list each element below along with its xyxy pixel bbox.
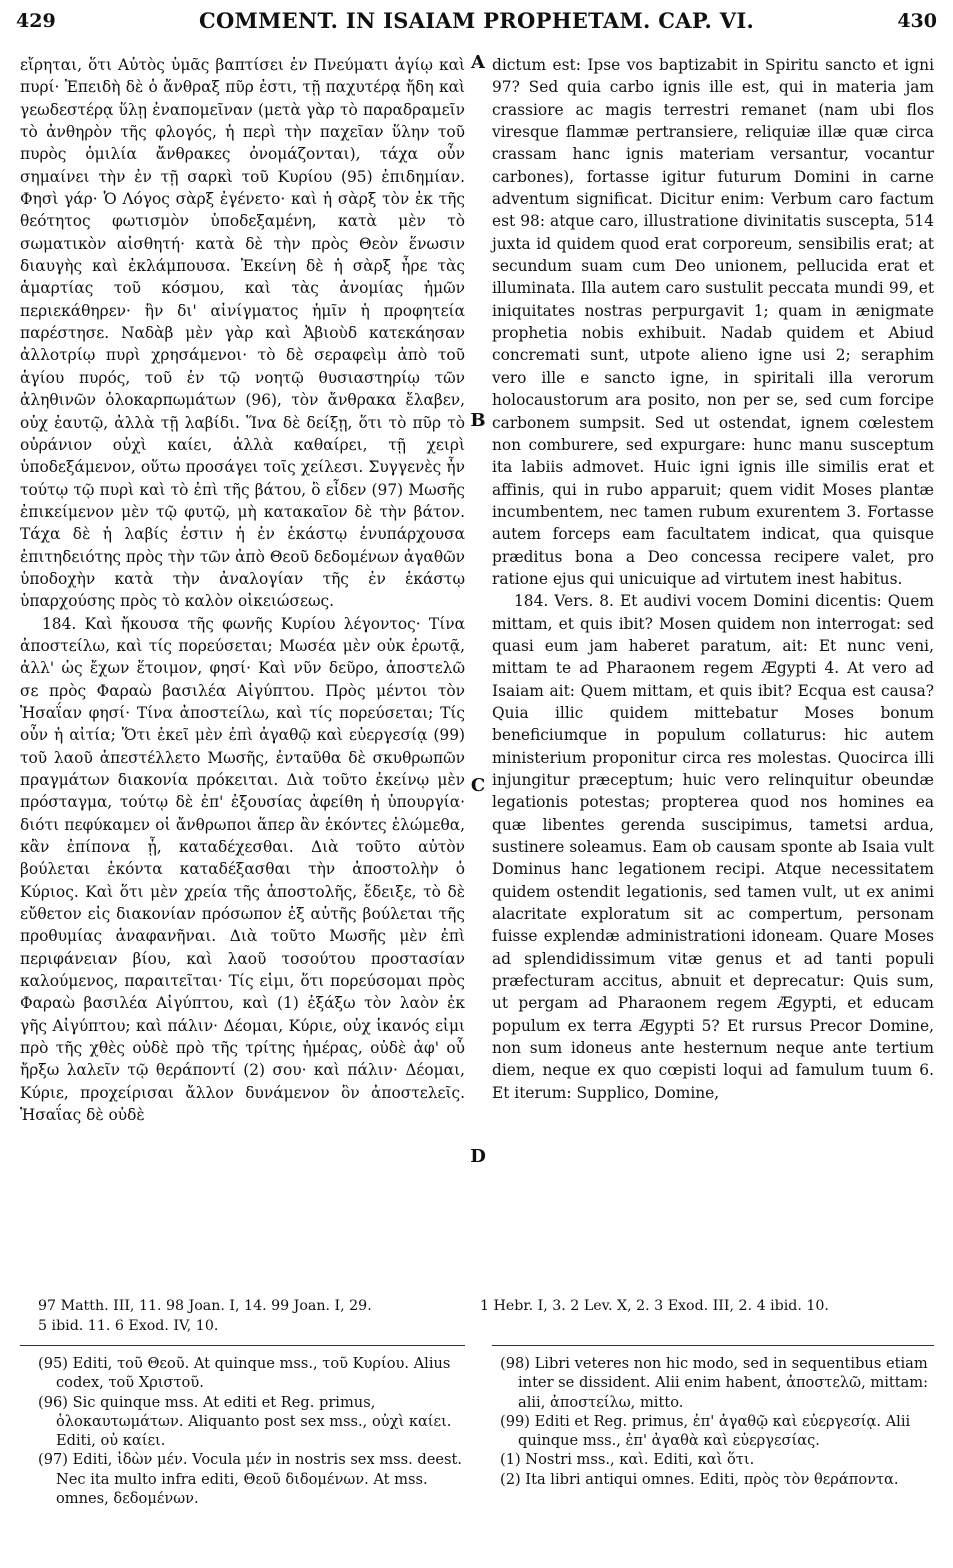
scripture-ref-line: 97 Matth. III, 11. 98 Joan. I, 14. 99 Joan. I, 29. [38, 1298, 372, 1314]
left-page-number: 429 [16, 10, 56, 32]
latin-paragraph-1: dictum est: Ipse vos baptizabit in Spiritu sancto et igni 97? Sed quia carbo ignis ille est, qui in materia jam crassiore ac magis terrestri remanet (nam ubi flos viresque flammæ pertransiere, reliquiæ illæ quæ circa crassam hanc ignis materiam versantur, vocantur carbones), fortasse igitur futurum Domini in carne adventum significat. Dicitur enim: Verbum caro factum est 98: atque caro, illustratione divinitatis suscepta, 514 juxta id quidem quod erat corporeum, sensibilis erat; at secundum suam cum Deo unionem, pellucida erat et illuminata. Illa autem caro sustulit peccata mundi 99, et iniquitates nostras perpurgavit 1; quam in ænigmate prophetia nobis exhibuit. Nadab quidem et Abiud concremati sunt, utpote alieno igne usi 2; seraphim vero ille e sancto igne, in spiritali illa verorum holocaustorum ara posito, non per se, sed cum forcipe carbonem sumpsit. Sed ut ostendat, ignem cœlestem non comburere, sed expurgare: hunc manu susceptum ita labiis admovet. Huic igni ignis ille similis erat et affinis, qui in rubo apparuit; quem vidit Moses plantæ incumbentem, nec tamen rubum exurentem 3. Fortasse autem forceps eam facultatem indicat, qua quisque præditus bona a Deo concessa recipere valet, pro ratione ejus qui unicuique ad virtutem inest habitus. [492, 56, 934, 588]
editor-note: (1) Nostri mss., καὶ. Editi, καὶ ὅτι. [500, 1451, 755, 1469]
greek-column [20, 54, 465, 1127]
greek-paragraph-2: 184. Καὶ ἤκουσα τῆς φωνῆς Κυρίου λέγοντος· Τίνα ἀποστείλω, καὶ τίς πορεύσεται; Μωσέα μὲν οὐκ ἐρωτᾷ, ἀλλ' ὡς ἔχων ἕτοιμον, φησί· Καὶ νῦν δεῦρο, ἀποστελῶ σε πρὸς Φαραὼ βασιλέα Αἰγύπτου. Πρὸς μέντοι τὸν Ἡσαΐαν φησί· Τίνα ἀποστείλω, καὶ τίς πορεύσεται; Τίς οὖν ἡ αἰτία; Ὅτι ἐκεῖ μὲν ἐπὶ ἀγαθῷ καὶ εὐεργεσίᾳ (99) τοῦ λαοῦ ἀπεστέλλετο Μωσῆς, ἐνταῦθα δὲ σκυθρωπῶν πραγμάτων διακονία πρόκειται. Διὰ τοῦτο ἐκείνῳ μὲν πρόσταγμα, τούτῳ δὲ ἐπ' ἐξουσίας ἀφείθη ἡ ὑπουργία· διότι πεφύκαμεν οἱ ἄνθρωποι ἅπερ ἂν ἑκόντες ἑλώμεθα, κἂν ἐπίπονα ᾖ, καταδέχεσθαι. Διὰ τοῦτο αὐτὸν βούλεται ἑκόντα καταδέξασθαι τὴν ἀποστολὴν ὁ Κύριος. Καὶ ὅτι μὲν χρεία τῆς ἀποστολῆς, ἔδειξε, τὸ δὲ εὔθετον εἰς διακονίαν πρόσωπον ἐξ αὐτῆς βούλεται τῆς προθυμίας ἀναφανῆναι. Διὰ τοῦτο Μωσῆς μὲν ἐπὶ περιφάνειαν βίου, καὶ λαοῦ τοσούτου προστασίαν καλούμενος, παραιτεῖται· Τίς εἰμι, ὅτι πορεύσομαι πρὸς Φαραὼ βασιλέα Αἰγύπτου, καὶ (1) ἐξάξω τὸν λαὸν ἐκ γῆς Αἰγύπτου; καὶ πάλιν· Δέομαι, Κύριε, οὐχ ἱκανός εἰμι πρὸ τῆς χθὲς οὐδὲ πρὸ τῆς τρίτης ἡμέρας, οὐδὲ ἀφ' οὗ ἤρξω λαλεῖν τῷ θεράποντί (2) σου· καὶ πάλιν· Δέομαι, Κύριε, προχείρισαι ἄλλον δυνάμενον ὃν ἀποστελεῖς. Ἡσαΐας δὲ οὐδὲ [20, 614, 465, 1125]
margin-letter-a: A [471, 52, 485, 73]
page-header [14, 4, 939, 38]
editor-note: (98) Libri veteres non hic modo, sed in sequentibus etiam inter se dissident. Alii enim habent, ἀποστελῶ, mittam: alii, ἀποστείλω, mitto. [500, 1355, 929, 1411]
scripture-references-right [480, 1297, 940, 1317]
greek-paragraph-1: εἴρηται, ὅτι Αὐτὸς ὑμᾶς βαπτίσει ἐν Πνεύματι ἁγίῳ καὶ πυρί· Ἐπειδὴ δὲ ὁ ἄνθραξ πῦρ ἐστι, τῇ παχυτέρᾳ ἤδη καὶ γεωδεστέρᾳ ὕλῃ ἐναπομεῖναν (μετὰ γὰρ τὸ παραδραμεῖν τὸ ἀνθηρὸν τῆς φλογός, ἡ περὶ τὴν παχεῖαν ὕλην τοῦ πυρὸς ὁμιλία ἄνθρακες ὀνομάζονται), τάχα οὖν σημαίνει τὴν ἐν τῇ σαρκὶ τοῦ Κυρίου (95) ἐπιδημίαν. Φησὶ γάρ· Ὁ Λόγος σὰρξ ἐγένετο· καὶ ἡ σὰρξ τὸν ἐκ τῆς θεότητος φωτισμὸν ὑποδεξαμένη, κατὰ μὲν τὸ σωματικὸν αἰσθητή· κατὰ δὲ τὴν πρὸς Θεὸν ἕνωσιν διαυγὴς καὶ ἐκλάμπουσα. Ἐκείνη δὲ ἡ σὰρξ ἦρε τὰς ἁμαρτίας τοῦ κόσμου, καὶ τὰς ἀνομίας ἡμῶν περιεκάθηρεν· ἣν δι' αἰνίγματος ἡμῖν ἡ προφητεία παρέστησε. Ναδὰβ μὲν γὰρ καὶ Ἀβιοὺδ κατεκάησαν ἀλλοτρίῳ πυρὶ χρησάμενοι· τὸ δὲ σεραφεὶμ ἀπὸ τοῦ ἁγίου πυρός, τοῦ ἐν τῷ νοητῷ θυσιαστηρίῳ τῶν ἀληθινῶν ὁλοκαρπωμάτων (96), τὸν ἄνθρακα ἔλαβεν, οὐχ ἑαυτῷ, ἀλλὰ τῇ λαβίδι. Ἵνα δὲ δείξῃ, ὅτι τὸ πῦρ τὸ οὐράνιον οὐχὶ καίει, ἀλλὰ καθαίρει, τῇ χειρὶ ὑποδεξάμενον, οὕτω προσάγει τοῖς χείλεσι. Συγγενὲς ἦν τούτῳ τῷ πυρὶ καὶ τὸ ἐπὶ τῆς βάτου, ὃ εἶδεν (97) Μωσῆς ἐπικείμενον μὲν τῷ φυτῷ, μὴ κατακαῖον δὲ τὴν βάτον. Τάχα δὲ ἡ λαβίς ἐστιν ἡ ἐν ἑκάστῳ ἐνυπάρχουσα ἐπιτηδειότης πρὸς τὴν τῶν ἀπὸ Θεοῦ δεδομένων ἀγαθῶν ὑποδοχὴν κατὰ τὴν ἀναλογίαν τῆς ἐν ἑκάστῳ ὑπαρχούσης πρὸς τὸ καλὸν οἰκειώσεως. [20, 56, 465, 611]
latin-paragraph-2: 184. Vers. 8. Et audivi vocem Domini dicentis: Quem mittam, et quis ibit? Mosen quidem non interrogat: sed quasi eum jam haberet paratum, ait: Et nunc veni, mittam te ad Pharaonem regem Ægypti 4. At vero ad Isaiam ait: Quem mittam, et quis ibit? Ecqua est causa? Quia illic quidem mittebatur Moses bonum beneficiumque in populum collaturus: hic autem ministerium proponitur circa res molestas. Quocirca illi injungitur præceptum; huic vero relinquitur obeundæ legationis potestas; propterea quod nos homines ea quæ libentes gerenda suscipimus, tametsi ardua, sustinere soleamus. Eam ob causam sponte ab Isaia vult Dominus hanc legationem recipi. Atque necessitatem quidem ostendit legationis, sed tamen vult, ut ex animi alacritate exploratum sit ac compertum, personam fuisse explendæ administrationi idoneam. Quare Moses ad splendidissimum vitæ genus et ad tanti populi præfecturam accitus, abnuit et deprecatur: Quis sum, ut pergam ad Pharaonem regem Ægypti, et educam populum ex terra Ægypti 5? Et rursus Precor Domine, non sum idoneus ante hesternum neque ante tertium diem, neque ex quo cœpisti loqui ad famulum tuum 6. Et iterum: Supplico, Domine, [492, 592, 934, 1102]
editor-notes-left [38, 1354, 468, 1508]
margin-letter-d: D [470, 1146, 486, 1167]
scripture-ref-line: 1 Hebr. I, 3. 2 Lev. X, 2. 3 Exod. III, 2. 4 ibid. 10. [480, 1298, 829, 1314]
editor-notes-right [500, 1354, 938, 1489]
scripture-ref-line: 5 ibid. 11. 6 Exod. IV, 10. [38, 1317, 219, 1334]
editor-note: (2) Ita libri antiqui omnes. Editi, πρὸς τὸν θεράποντα. [500, 1470, 899, 1488]
latin-column [492, 54, 934, 1104]
scripture-references-left [38, 1297, 468, 1336]
margin-letter-c: C [470, 775, 486, 796]
footnote-divider [20, 1345, 465, 1346]
editor-note: (97) Editi, ἰδὼν μέν. Vocula μέν in nostris sex mss. deest. Nec ita multo infra editi, Θεοῦ διδομένων. At mss. omnes, δεδομένων. [38, 1451, 463, 1508]
editor-note: (99) Editi et Reg. primus, ἐπ' ἀγαθῷ καὶ εὐεργεσίᾳ. Alii quinque mss., ἐπ' ἀγαθὰ καὶ εὐεργεσίας. [500, 1412, 911, 1450]
editor-note: (95) Editi, τοῦ Θεοῦ. At quinque mss., τοῦ Κυρίου. Alius codex, τοῦ Χριστοῦ. [38, 1355, 451, 1392]
editor-note: (96) Sic quinque mss. At editi et Reg. primus, ὁλοκαυτωμάτων. Aliquanto post sex mss., οὐχὶ καίει. Editi, οὐ καίει. [38, 1393, 452, 1450]
running-title: COMMENT. IN ISAIAM PROPHETAM. CAP. VI. [198, 8, 755, 33]
margin-letter-b: B [470, 410, 486, 431]
footnote-divider [492, 1345, 934, 1346]
right-page-number: 430 [897, 10, 937, 32]
